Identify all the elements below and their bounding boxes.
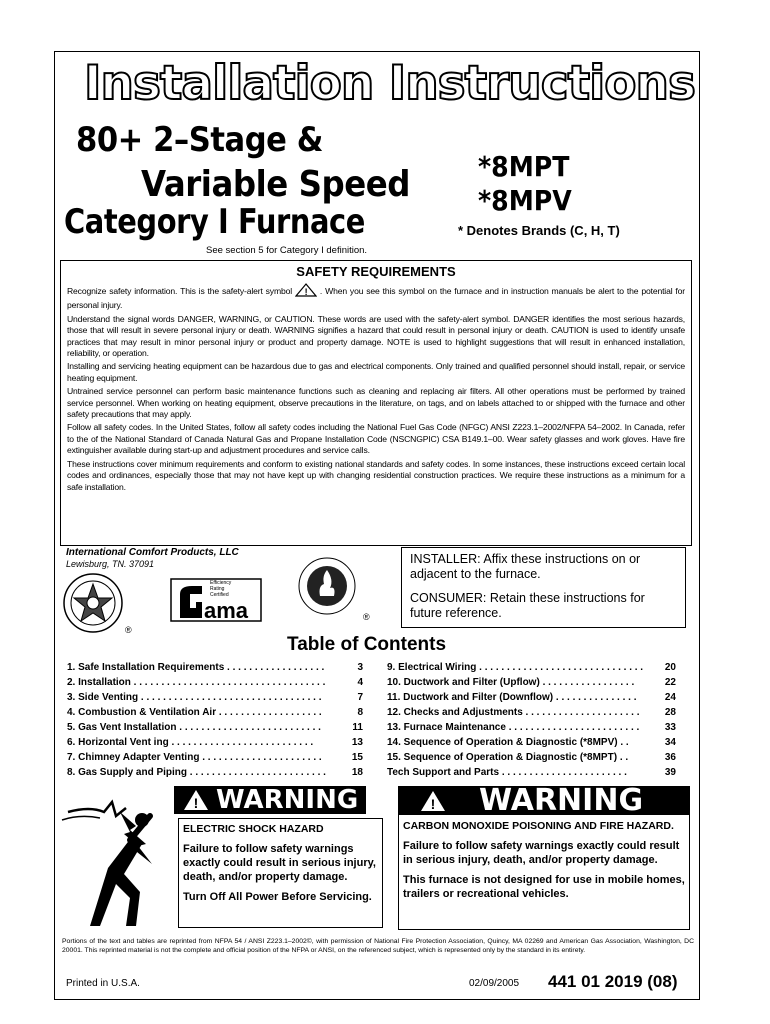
- warning-right-text-2: This furnace is not designed for use in mobile homes, trailers or recreational vehicles.: [403, 874, 685, 900]
- gama-logo: [170, 578, 262, 622]
- toc-entry[interactable]: 13. Furnace Maintenance . . . . . . . . . . . . . . . . . . . . . . . . 33: [387, 722, 676, 733]
- installer-note: INSTALLER: Affix these instructions on or adjacent to the furnace.: [410, 552, 641, 581]
- warning-triangle-icon: [182, 788, 210, 812]
- document-number: 441 01 2019 (08): [548, 972, 678, 991]
- svg-text:!: !: [304, 287, 308, 297]
- subtitle-line-2: Variable Speed: [141, 164, 411, 205]
- svg-text:!: !: [430, 796, 436, 812]
- safety-alert-icon: [295, 283, 317, 300]
- safety-paragraph-6: These instructions cover minimum requirements and conform to existing national standards and safety codes. In some instances, these instructions exceed certain local codes and ordinances, especially those that may not have kept up with changing residential construction practices. We require these instructions as a minimum for a safe installation.: [67, 458, 685, 492]
- safety-paragraph-1b: . When you see this symbol on the furnace and in instruction manuals be alert to the potential for personal injury.: [67, 285, 685, 311]
- toc-entry[interactable]: 7. Chimney Adapter Venting . . . . . . . . . . . . . . . . . . . . . . 15: [67, 752, 363, 763]
- model-number-2: *8MPV: [478, 184, 572, 217]
- toc-entry[interactable]: 9. Electrical Wiring . . . . . . . . . . . . . . . . . . . . . . . . . . . . . . 20: [387, 662, 676, 673]
- safety-paragraph-4: Untrained service personnel can perform basic maintenance functions such as cleaning and replacing air filters. All other operations must be performed by trained service personnel. When working on heating equipment, observe precautions in the literature, on tags, and on labels attached to or shipped with the furnace and other safety precautions that may apply.: [67, 386, 685, 420]
- toc-entry[interactable]: 1. Safe Installation Requirements . . . . . . . . . . . . . . . . . . 3: [67, 662, 363, 673]
- registered-mark-2: ®: [363, 612, 370, 622]
- toc-entry[interactable]: 11. Ductwork and Filter (Downflow) . . . . . . . . . . . . . . . 24: [387, 692, 676, 703]
- model-number-1: *8MPT: [478, 150, 570, 183]
- safety-paragraph-5: Follow all safety codes. In the United States, follow all safety codes including the National Fuel Gas Code (NFGC) ANSI Z223.1–2002/NFPA 54–2002. In Canada, refer to the of the National Standard of Canada Natural Gas and Propane Installation Code (NSCNGPIC) CSA B149.1–00. Wear safety glasses and work gloves. Have fire extinguisher available during start-up and adjustment procedures and service calls.: [67, 422, 685, 456]
- toc-entry[interactable]: 15. Sequence of Operation & Diagnostic (*8MPT) . . 36: [387, 752, 676, 763]
- toc-entry[interactable]: 5. Gas Vent Installation . . . . . . . . . . . . . . . . . . . . . . . . . . 11: [67, 722, 363, 733]
- gama-small-text: Efficiency Rating Certified: [210, 580, 232, 598]
- toc-right-column: [387, 660, 676, 780]
- electric-shock-icon: [60, 786, 172, 930]
- toc-entry[interactable]: 4. Combustion & Ventilation Air . . . . . . . . . . . . . . . . . . . 8: [67, 707, 363, 718]
- warning-right-header: ! WARNING: [399, 787, 689, 815]
- flame-seal-logo: [296, 556, 358, 621]
- safety-requirements-box: [60, 260, 692, 546]
- gama-logo-text: ama: [204, 598, 249, 623]
- svg-text:!: !: [193, 795, 199, 811]
- safety-heading: SAFETY REQUIREMENTS: [296, 264, 456, 279]
- warning-left-header: ! WARNING: [174, 786, 366, 814]
- carbon-monoxide-warning: [398, 783, 690, 930]
- toc-entry[interactable]: 10. Ductwork and Filter (Upflow) . . . . . . . . . . . . . . . . . 22: [387, 677, 676, 688]
- toc-entry[interactable]: 2. Installation . . . . . . . . . . . . . . . . . . . . . . . . . . . . . . . . . . . 4: [67, 677, 363, 688]
- safety-paragraph-3: Installing and servicing heating equipment can be hazardous due to gas and electrical components. Only trained and qualified personnel should install, repair, or service heating equipment.: [67, 361, 685, 383]
- toc-title: Table of Contents: [287, 634, 447, 655]
- warning-left-text-1: Failure to follow safety warnings exactly could result in serious injury, death, and/or property damage.: [183, 843, 376, 883]
- warning-right-body: [399, 815, 689, 911]
- warning-left-hazard: ELECTRIC SHOCK HAZARD: [183, 823, 324, 835]
- toc-entry[interactable]: 3. Side Venting . . . . . . . . . . . . . . . . . . . . . . . . . . . . . . . . . 7: [67, 692, 363, 703]
- toc-entry[interactable]: Tech Support and Parts . . . . . . . . . . . . . . . . . . . . . . . 39: [387, 767, 676, 778]
- toc-entry[interactable]: 8. Gas Supply and Piping . . . . . . . . . . . . . . . . . . . . . . . . . 18: [67, 767, 363, 778]
- warning-left-body: [178, 818, 383, 928]
- subtitle-line-3: Category I Furnace: [64, 202, 365, 242]
- company-name: International Comfort Products, LLC: [66, 547, 239, 558]
- safety-paragraph-1a: Recognize safety information. This is the safety-alert symbol: [67, 285, 292, 296]
- warning-right-text-1: Failure to follow safety warnings exactly could result in serious injury, death, and/or property damage.: [403, 840, 680, 866]
- category-note: See section 5 for Category I definition.: [206, 245, 368, 256]
- warning-right-hazard: CARBON MONOXIDE POISONING AND FIRE HAZARD.: [403, 820, 674, 832]
- company-city: Lewisburg, TN. 37091: [66, 559, 155, 569]
- installer-consumer-notice: [401, 547, 686, 628]
- registered-mark-1: ®: [125, 625, 132, 635]
- toc-entry[interactable]: 6. Horizontal Vent ing . . . . . . . . . . . . . . . . . . . . . . . . . . 13: [67, 737, 363, 748]
- toc-entry[interactable]: 12. Checks and Adjustments . . . . . . . . . . . . . . . . . . . . . 28: [387, 707, 676, 718]
- safety-paragraph-1: [67, 283, 685, 312]
- reprint-notice: Portions of the text and tables are reprinted from NFPA 54 / ANSI Z223.1–2002©, with permission of National Fire Protection Association, Quincy, MA 02269 and American Gas Association, Washington, DC 20001. This reprinted material is not the complete and official position of the NFPA or ANSI, on the referenced subject, which is represented only by the standard in its entirety.: [62, 938, 694, 954]
- subtitle-line-1: 80+ 2–Stage &: [76, 120, 323, 160]
- document-title: Installation Instructions: [84, 56, 695, 111]
- electric-shock-warning: [60, 786, 390, 930]
- brands-note: * Denotes Brands (C, H, T): [458, 223, 620, 238]
- consumer-note: CONSUMER: Retain these instructions for future reference.: [410, 591, 645, 620]
- star-seal-logo: [62, 572, 124, 639]
- print-date: 02/09/2005: [469, 978, 520, 989]
- printed-in: Printed in U.S.A.: [66, 978, 140, 989]
- toc-entry[interactable]: 14. Sequence of Operation & Diagnostic (*8MPV) . . 34: [387, 737, 676, 748]
- safety-paragraph-2: Understand the signal words DANGER, WARNING, or CAUTION. These words are used with the safety-alert symbol. DANGER identifies the most serious hazards, those that will result in severe personal injury or death. WARNING signifies a hazard that could result in personal injury or death. CAUTION is used to identify unsafe practices that may result in minor personal injury or product and property damage. NOTE is used to highlight suggestions that will result in enhanced installation, reliability, or operation.: [67, 313, 685, 359]
- warning-triangle-icon: [419, 789, 447, 813]
- warning-left-text-2: Turn Off All Power Before Servicing.: [183, 891, 372, 903]
- toc-left-column: [67, 660, 363, 780]
